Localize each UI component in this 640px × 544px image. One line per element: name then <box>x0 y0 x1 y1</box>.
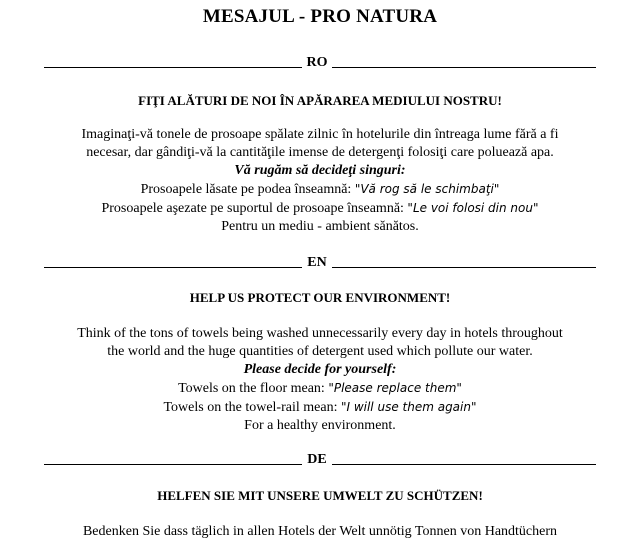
intro-line: Imaginaţi-vă tonele de prosoape spălate zilnic în hotelurile din întreaga lume fără a fi <box>81 127 559 142</box>
divider-rule-right <box>332 267 596 268</box>
rail-instruction <box>24 199 616 218</box>
floor-label: Towels on the floor mean: <box>178 381 325 396</box>
rail-label: Prosoapele aşezate pe suportul de prosoape înseamnă: <box>101 201 404 216</box>
language-divider-en <box>44 255 596 271</box>
divider-rule-right <box>332 67 596 68</box>
intro-line: necesar, dar gândiţi-vă la cantităţile imense de detergenţi folosiţi care poluează apa. <box>86 145 554 160</box>
intro-line: the world and the huge quantities of detergent used which pollute our water. <box>107 344 533 359</box>
language-code: DE <box>307 452 327 467</box>
rail-quote: "I will use them again" <box>340 400 477 414</box>
call-to-action: Vă rugăm să decideţi singuri: <box>234 163 406 178</box>
section-heading-de: HELFEN SIE MIT UNSERE UMWELT ZU SCHÜTZEN! <box>157 488 483 503</box>
divider-rule-left <box>44 464 302 465</box>
rail-instruction <box>24 398 616 417</box>
closing-line: For a healthy environment. <box>244 418 396 433</box>
language-code: EN <box>307 255 327 270</box>
floor-quote: "Please replace them" <box>328 381 462 395</box>
divider-rule-left <box>44 67 302 68</box>
section-heading-ro: FIŢI ALĂTURI DE NOI ÎN APĂRAREA MEDIULUI NOSTRU! <box>138 93 502 108</box>
rail-quote: "Le voi folosi din nou" <box>407 201 539 215</box>
language-divider-de <box>44 452 596 468</box>
floor-quote: "Vă rog să le schimbaţi" <box>354 182 500 196</box>
section-body-ro <box>24 126 616 236</box>
language-code: RO <box>306 55 328 70</box>
floor-instruction <box>24 180 616 199</box>
closing-line: Pentru un mediu - ambient sănătos. <box>221 219 419 234</box>
rail-label: Towels on the towel-rail mean: <box>163 400 338 415</box>
floor-instruction <box>24 379 616 398</box>
section-body-de <box>24 523 616 541</box>
intro-line: Bedenken Sie dass täglich in allen Hotels der Welt unnötig Tonnen von Handtüchern <box>82 524 558 539</box>
section-heading-en: HELP US PROTECT OUR ENVIRONMENT! <box>189 290 451 305</box>
language-divider-ro <box>44 55 596 71</box>
intro-line: Think of the tons of towels being washed unnecessarily every day in hotels throughout <box>77 326 563 341</box>
divider-rule-right <box>332 464 596 465</box>
document-title: MESAJUL - PRO NATURA <box>202 6 438 27</box>
section-body-en <box>24 325 616 435</box>
floor-label: Prosoapele lăsate pe podea înseamnă: <box>140 182 352 197</box>
divider-rule-left <box>44 267 302 268</box>
call-to-action: Please decide for yourself: <box>243 362 397 377</box>
